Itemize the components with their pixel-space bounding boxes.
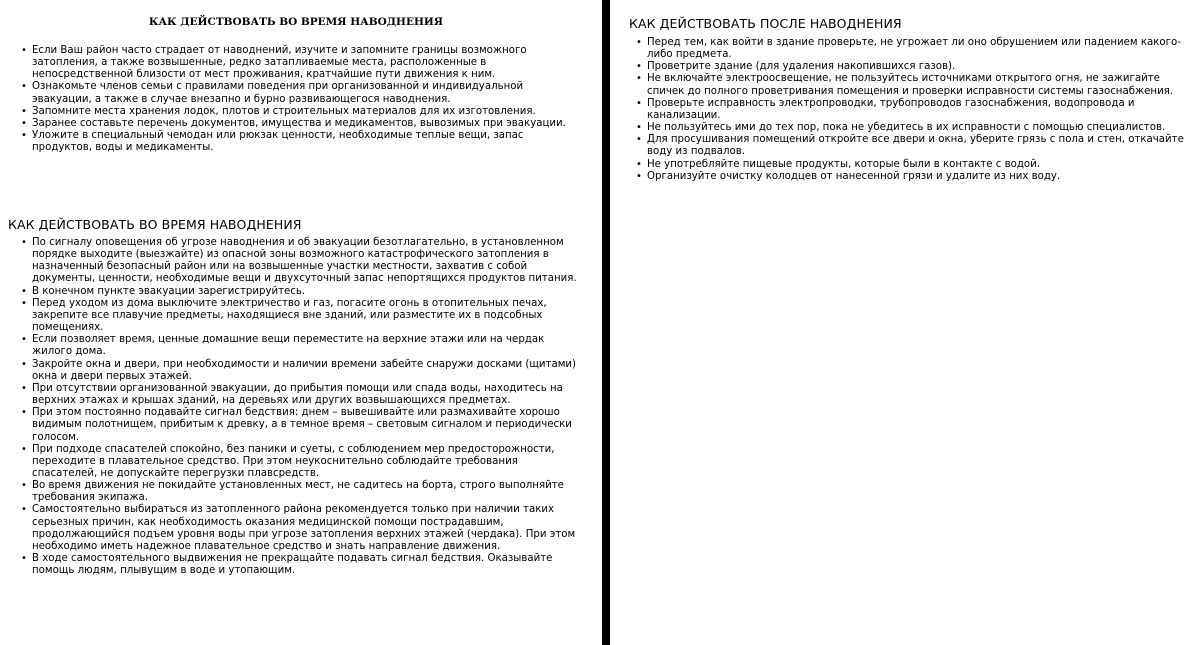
- column-divider: [602, 0, 610, 645]
- list-item: • Закройте окна и двери, при необходимости и наличии времени забейте снаружи досками (щитами) окна и двери первых этажей.: [21, 359, 581, 383]
- list-item: • Самостоятельно выбираться из затопленного района рекомендуется только при наличии таких серьезных причин, как необходимость оказания медицинской помощи пострадавшим, продолжающийся подъем уровня воды при угрозе затопления верхних этажей (чердака). При этом необходимо иметь надежное плавательное средство и знать направление движения.: [21, 504, 581, 553]
- list-item: • В ходе самостоятельного выдвижения не прекращайте подавать сигнал бедствия. Оказывайте помощь людям, плывущим в воде и утопающим.: [21, 553, 581, 577]
- list-item: • В конечном пункте эвакуации зарегистрируйтесь.: [21, 286, 581, 298]
- list-item: • Проветрите здание (для удаления накопившихся газов).: [636, 61, 1196, 73]
- section-title-after-flood: КАК ДЕЙСТВОВАТЬ ПОСЛЕ НАВОДНЕНИЯ: [629, 16, 902, 31]
- list-item: • Не пользуйтесь ими до тех пор, пока не убедитесь в их исправности с помощью специалистов.: [636, 122, 1196, 134]
- list-item: • При подходе спасателей спокойно, без паники и суеты, с соблюдением мер предосторожности, переходите в плавательное средство. При этом неукоснительно соблюдайте требования спасателей, не допускайте перегрузки плавсредств.: [21, 444, 581, 480]
- section-title-before-flood: КАК ДЕЙСТВОВАТЬ ВО ВРЕМЯ НАВОДНЕНИЯ: [148, 16, 444, 28]
- list-during-flood: [21, 237, 581, 577]
- list-item: • Заранее составьте перечень документов, имущества и медикаментов, вывозимых при эвакуации.: [21, 118, 581, 130]
- list-item: • По сигналу оповещения об угрозе наводнения и об эвакуации безотлагательно, в установленном порядке выходите (выезжайте) из опасной зоны возможного катастрофического затопления в назначенный безопасный район или на возвышенные участки местности, захватив с собой документы, ценности, необходимые вещи и двухсуточный запас непортящихся продуктов питания.: [21, 237, 581, 286]
- list-item: • Организуйте очистку колодцев от нанесенной грязи и удалите из них воду.: [636, 171, 1196, 183]
- list-item: • Для просушивания помещений откройте все двери и окна, уберите грязь с пола и стен, откачайте воду из подвалов.: [636, 134, 1196, 158]
- list-item: • При этом постоянно подавайте сигнал бедствия: днем – вывешивайте или размахивайте хорошо видимым полотнищем, прибитым к древку, а в темное время – световым сигналом и периодически голосом.: [21, 407, 581, 443]
- list-after-flood: [636, 37, 1196, 183]
- list-item: • Не включайте электроосвещение, не пользуйтесь источниками открытого огня, не зажигайте спичек до полного проветривания помещения и проверки исправности системы газоснабжения.: [636, 73, 1196, 97]
- list-item: • Перед тем, как войти в здание проверьте, не угрожает ли оно обрушением или падением какого-либо предмета.: [636, 37, 1196, 61]
- list-item: • Если позволяет время, ценные домашние вещи переместите на верхние этажи или на чердак жилого дома.: [21, 334, 581, 358]
- list-item: • При отсутствии организованной эвакуации, до прибытия помощи или спада воды, находитесь на верхних этажах и крышах зданий, на деревьях или других возвышающихся предметах.: [21, 383, 581, 407]
- list-item: • Не употребляйте пищевые продукты, которые были в контакте с водой.: [636, 159, 1196, 171]
- list-item: • Если Ваш район часто страдает от наводнений, изучите и запомните границы возможного затопления, а также возвышенные, редко затапливаемые места, расположенные в непосредственной близости от мест проживания, кратчайшие пути движения к ним.: [21, 45, 581, 81]
- list-item: • Перед уходом из дома выключите электричество и газ, погасите огонь в отопительных печах, закрепите все плавучие предметы, находящиеся вне зданий, или разместите их в подсобных помещениях.: [21, 298, 581, 334]
- list-item: • Проверьте исправность электропроводки, трубопроводов газоснабжения, водопровода и канализации.: [636, 98, 1196, 122]
- list-item: • Запомните места хранения лодок, плотов и строительных материалов для их изготовления.: [21, 106, 581, 118]
- list-item: • Во время движения не покидайте установленных мест, не садитесь на борта, строго выполняйте требования экипажа.: [21, 480, 581, 504]
- section-title-during-flood: КАК ДЕЙСТВОВАТЬ ВО ВРЕМЯ НАВОДНЕНИЯ: [8, 217, 302, 232]
- list-before-flood: [21, 45, 581, 154]
- list-item: • Уложите в специальный чемодан или рюкзак ценности, необходимые теплые вещи, запас продуктов, воды и медикаменты.: [21, 130, 581, 154]
- list-item: • Ознакомьте членов семьи с правилами поведения при организованной и индивидуальной эвакуации, а также в случае внезапно и бурно развивающегося наводнения.: [21, 81, 581, 105]
